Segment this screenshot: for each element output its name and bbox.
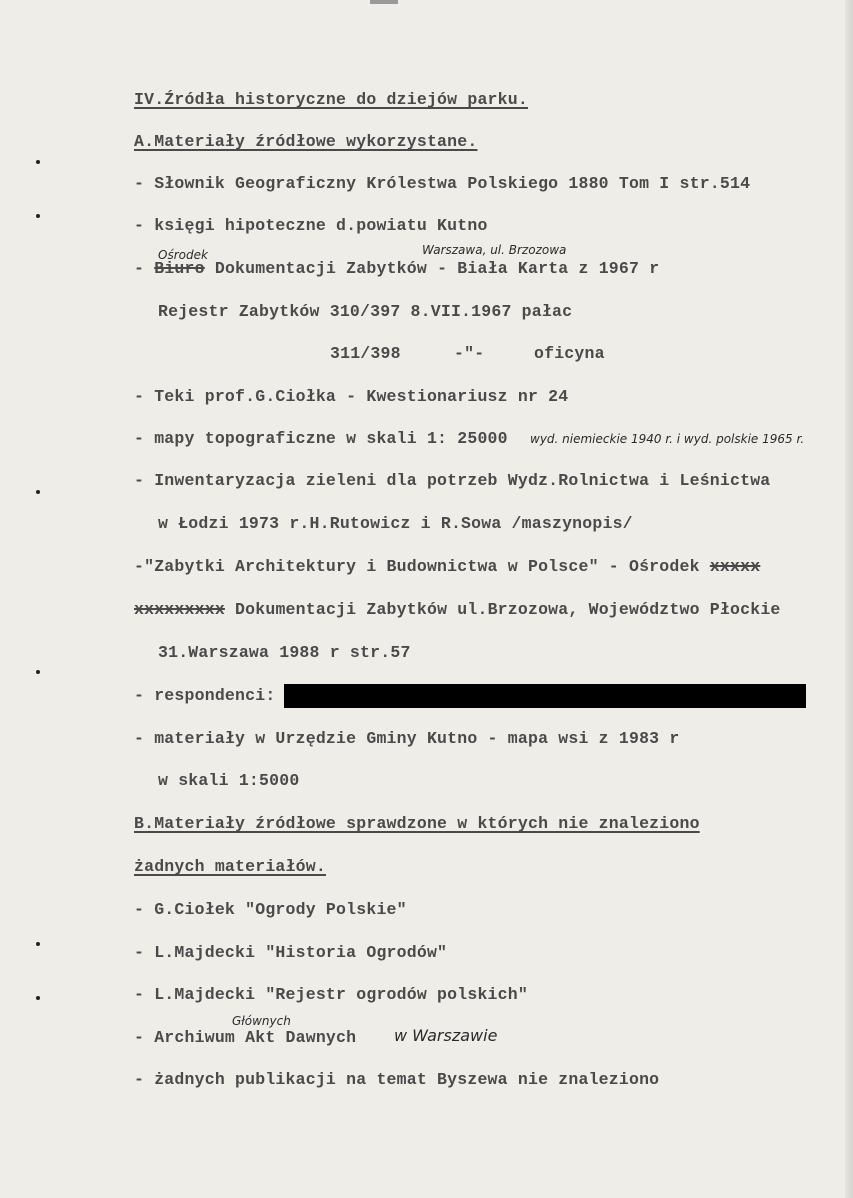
margin-dot — [36, 490, 40, 494]
a-item-11-struck: xxxxxxxxx — [134, 600, 225, 619]
top-edge-mark — [370, 0, 398, 4]
a-item-13: - respondenci: — [134, 686, 276, 705]
a-item-5-ditto: -"- — [454, 344, 485, 363]
a-item-10-text: -"Zabytki Architektury i Budownictwa w Polsce" - Ośrodek — [134, 557, 700, 576]
a-item-12: 31.Warszawa 1988 r str.57 — [158, 643, 411, 662]
margin-dot — [36, 160, 40, 164]
a-item-10 — [134, 557, 760, 576]
a-item-8: - Inwentaryzacja zieleni dla potrzeb Wydz.Rolnictwa i Leśnictwa — [134, 471, 771, 490]
margin-dot — [36, 996, 40, 1000]
a-item-3-dash: - — [134, 259, 145, 278]
section-heading: IV.Źródła historyczne do dziejów parku. — [134, 90, 528, 109]
b-item-2: - L.Majdecki "Historia Ogrodów" — [134, 943, 448, 962]
a-item-15: w skali 1:5000 — [158, 771, 300, 790]
redaction-bar — [284, 684, 806, 708]
page-edge-shadow — [845, 0, 853, 1198]
a-item-14: - materiały w Urzędzie Gminy Kutno - mapa wsi z 1983 r — [134, 729, 680, 748]
b-item-4: - Archiwum Akt Dawnych — [134, 1028, 357, 1047]
handwritten-osrodek: Ośrodek — [158, 248, 208, 262]
b-item-1: - G.Ciołek "Ogrody Polskie" — [134, 900, 407, 919]
section-a-title: A.Materiały źródłowe wykorzystane. — [134, 132, 478, 151]
a-item-2: - księgi hipoteczne d.powiatu Kutno — [134, 216, 488, 235]
margin-dot — [36, 942, 40, 946]
a-item-3 — [134, 259, 659, 278]
section-b-title-2: żadnych materiałów. — [134, 857, 326, 876]
a-item-1: - Słownik Geograficzny Królestwa Polskiego 1880 Tom I str.514 — [134, 174, 751, 193]
handwritten-warszawa-brzozowa: Warszawa, ul. Brzozowa — [422, 243, 567, 257]
a-item-9: w Łodzi 1973 r.H.Rutowicz i R.Sowa /maszynopis/ — [158, 514, 633, 533]
b-item-3: - L.Majdecki "Rejestr ogrodów polskich" — [134, 985, 528, 1004]
section-b-title-1: B.Materiały źródłowe sprawdzone w których nie znaleziono — [134, 814, 700, 833]
a-item-10-struck: xxxxx — [709, 557, 761, 576]
handwritten-map-editions: wyd. niemieckie 1940 r. i wyd. polskie 1965 r. — [530, 432, 805, 446]
a-item-4: Rejestr Zabytków 310/397 8.VII.1967 pałac — [158, 302, 573, 321]
a-item-11-text: Dokumentacji Zabytków ul.Brzozowa, Województwo Płockie — [235, 600, 781, 619]
a-item-11 — [134, 600, 781, 619]
handwritten-glownych: Głównych — [232, 1014, 291, 1028]
a-item-3-struck: Biuro — [154, 259, 205, 278]
a-item-3-text: Dokumentacji Zabytków - Biała Karta z 1967 r — [214, 259, 660, 278]
handwritten-w-warszawie: w Warszawie — [394, 1026, 498, 1045]
margin-dot — [36, 214, 40, 218]
margin-dot — [36, 670, 40, 674]
b-item-5: - żadnych publikacji na temat Byszewa nie znaleziono — [134, 1070, 660, 1089]
a-item-5-number: 311/398 — [330, 344, 401, 363]
a-item-5-text: oficyna — [534, 344, 605, 363]
a-item-7: - mapy topograficzne w skali 1: 25000 — [134, 429, 508, 448]
a-item-6: - Teki prof.G.Ciołka - Kwestionariusz nr 24 — [134, 387, 569, 406]
